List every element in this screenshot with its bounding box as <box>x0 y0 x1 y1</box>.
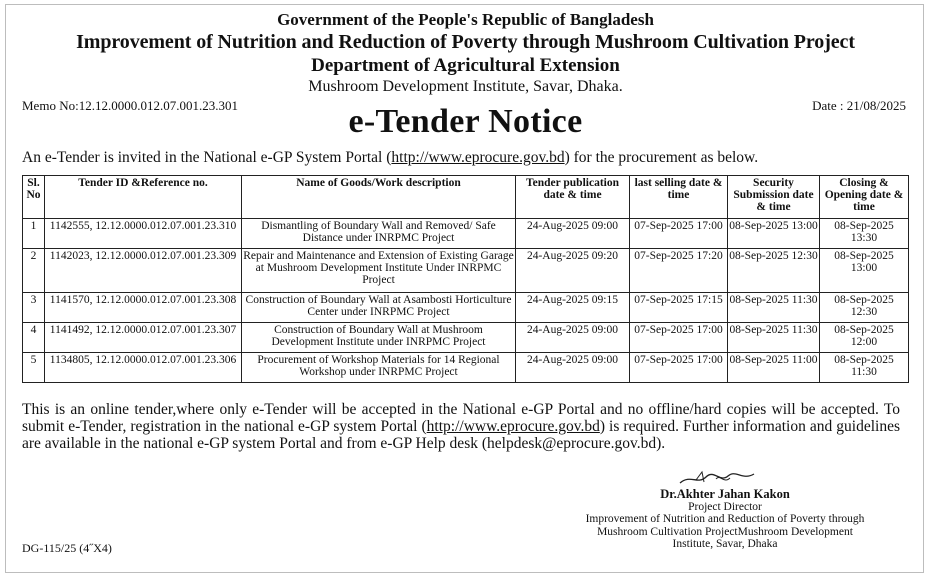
memo-number: Memo No:12.12.0000.012.07.001.23.301 <box>22 98 238 113</box>
header-project: Improvement of Nutrition and Reduction of Poverty through Mushroom Cultivation Project <box>76 31 855 53</box>
cell-closing: 08-Sep-2025 13:30 <box>820 219 909 249</box>
table-row <box>23 323 909 353</box>
cell-name: Procurement of Workshop Materials for 14 Regional Workshop under INRPMC Project <box>242 353 516 383</box>
header-institute: Mushroom Development Institute, Savar, Dhaka. <box>308 78 623 95</box>
cell-security: 08-Sep-2025 12:30 <box>728 249 820 293</box>
cell-selling: 07-Sep-2025 17:00 <box>630 219 728 249</box>
signatory-name: Dr.Akhter Jahan Kakon <box>660 487 790 501</box>
header-government: Government of the People's Republic of Bangladesh <box>277 10 654 29</box>
cell-tender-id: 1141570, 12.12.0000.012.07.001.23.308 <box>45 293 242 323</box>
cell-publication: 24-Aug-2025 09:00 <box>516 219 630 249</box>
footer-text-part1: This is an online tender,where only e-Tender will be accepted in the National e-GP Portal and no offline/hard copies will be accepted. To submit e-Tender, registration in the national e-GP system Portal ( <box>22 401 900 436</box>
cell-sl: 5 <box>23 353 45 383</box>
dg-number: DG-115/25 (4˝X4) <box>22 541 112 555</box>
header-department: Department of Agricultural Extension <box>311 55 620 76</box>
intro-before: An e-Tender is invited in the National e-GP System Portal ( <box>22 149 392 166</box>
cell-selling: 07-Sep-2025 17:15 <box>630 293 728 323</box>
intro-after: ) for the procurement as below. <box>564 149 759 166</box>
col-header-publication: Tender publication date & time <box>516 176 630 219</box>
notice-date: Date : 21/08/2025 <box>812 98 906 113</box>
cell-security: 08-Sep-2025 11:00 <box>728 353 820 383</box>
cell-selling: 07-Sep-2025 17:20 <box>630 249 728 293</box>
cell-name: Dismantling of Boundary Wall and Removed/ Safe Distance under INRPMC Project <box>242 219 516 249</box>
eprocure-link[interactable]: http://www.eprocure.gov.bd <box>391 149 565 166</box>
table-row <box>23 293 909 323</box>
cell-name: Construction of Boundary Wall at Mushroom Development Institute under INRPMC Project <box>242 323 516 353</box>
col-header-sl: Sl. No <box>23 176 45 219</box>
cell-sl: 1 <box>23 219 45 249</box>
tender-table <box>22 175 909 383</box>
cell-closing: 08-Sep-2025 13:00 <box>820 249 909 293</box>
footer-paragraph <box>22 401 900 453</box>
cell-selling: 07-Sep-2025 17:00 <box>630 323 728 353</box>
cell-closing: 08-Sep-2025 11:30 <box>820 353 909 383</box>
cell-security: 08-Sep-2025 11:30 <box>728 323 820 353</box>
col-header-name: Name of Goods/Work description <box>242 176 516 219</box>
cell-publication: 24-Aug-2025 09:00 <box>516 353 630 383</box>
col-header-security: Security Submission date & time <box>728 176 820 219</box>
eprocure-footer-link[interactable]: http://www.eprocure.gov.bd <box>426 418 600 436</box>
notice-title: e-Tender Notice <box>348 103 583 140</box>
handwritten-signature <box>676 468 758 488</box>
col-header-selling: last selling date & time <box>630 176 728 219</box>
intro-text <box>22 149 758 167</box>
footer-text-part2: ) is required. Further information and guidelines are available in the national e-GP system Portal and from e-GP Help desk (helpdesk@eprocure.gov.bd). <box>22 418 900 453</box>
col-header-closing: Closing & Opening date & time <box>820 176 909 219</box>
signature-block <box>540 488 910 551</box>
cell-sl: 4 <box>23 323 45 353</box>
table-row <box>23 249 909 293</box>
col-header-tender-id: Tender ID &Reference no. <box>45 176 242 219</box>
cell-name: Construction of Boundary Wall at Asambosti Horticulture Center under INRPMC Project <box>242 293 516 323</box>
cell-name: Repair and Maintenance and Extension of Existing Garage at Mushroom Development Institute Under INRPMC Project <box>242 249 516 293</box>
cell-sl: 3 <box>23 293 45 323</box>
table-header-row <box>23 176 909 219</box>
signatory-project-line2: Mushroom Cultivation ProjectMushroom Development <box>597 525 853 538</box>
cell-publication: 24-Aug-2025 09:20 <box>516 249 630 293</box>
cell-tender-id: 1142555, 12.12.0000.012.07.001.23.310 <box>45 219 242 249</box>
cell-closing: 08-Sep-2025 12:00 <box>820 323 909 353</box>
table-row <box>23 219 909 249</box>
cell-sl: 2 <box>23 249 45 293</box>
cell-closing: 08-Sep-2025 12:30 <box>820 293 909 323</box>
signatory-project-line3: Institute, Savar, Dhaka <box>672 538 778 550</box>
cell-publication: 24-Aug-2025 09:15 <box>516 293 630 323</box>
cell-tender-id: 1141492, 12.12.0000.012.07.001.23.307 <box>45 323 242 353</box>
signatory-project-line1: Improvement of Nutrition and Reduction of Poverty through <box>585 513 865 525</box>
cell-security: 08-Sep-2025 11:30 <box>728 293 820 323</box>
cell-tender-id: 1142023, 12.12.0000.012.07.001.23.309 <box>45 249 242 293</box>
signatory-designation: Project Director <box>688 500 762 513</box>
table-row <box>23 353 909 383</box>
cell-selling: 07-Sep-2025 17:00 <box>630 353 728 383</box>
cell-publication: 24-Aug-2025 09:00 <box>516 323 630 353</box>
cell-tender-id: 1134805, 12.12.0000.012.07.001.23.306 <box>45 353 242 383</box>
cell-security: 08-Sep-2025 13:00 <box>728 219 820 249</box>
